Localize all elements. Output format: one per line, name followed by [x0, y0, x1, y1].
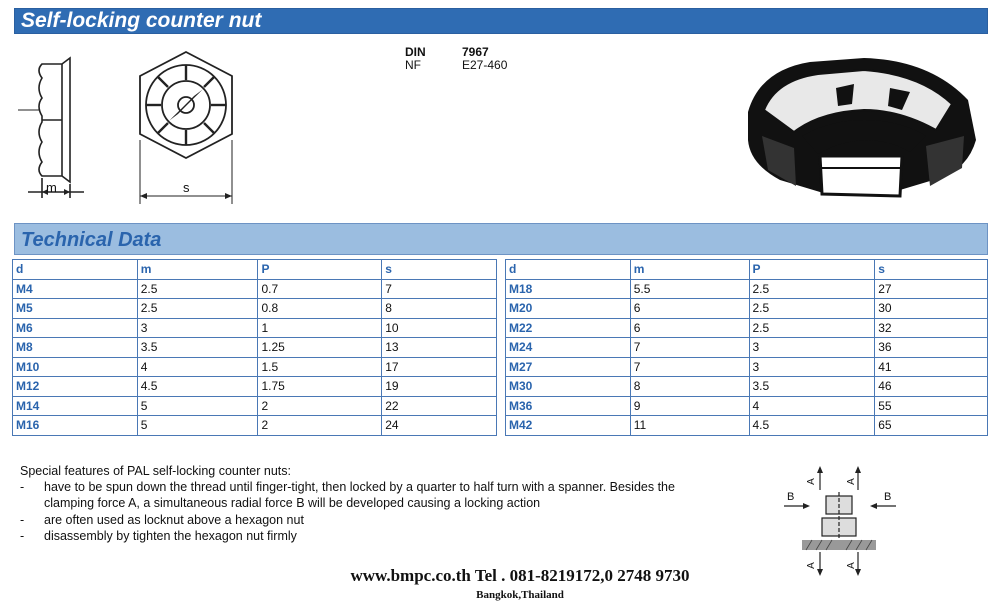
standard-nf: [405, 59, 507, 72]
table-row: [506, 377, 988, 397]
column-header: d: [506, 260, 631, 280]
force-label-a-bottom-right: A: [845, 562, 857, 569]
technical-data-heading: Technical Data: [14, 223, 988, 255]
table-cell: 7: [630, 338, 749, 358]
table-cell: 1: [258, 318, 382, 338]
table-row: [13, 396, 497, 416]
table-cell: 19: [382, 377, 497, 397]
table-cell: M5: [13, 299, 138, 319]
table-cell: 10: [382, 318, 497, 338]
table-row: [13, 357, 497, 377]
table-row: [13, 299, 497, 319]
table-cell: 1.25: [258, 338, 382, 358]
column-header: P: [749, 260, 875, 280]
feature-text: have to be spun down the thread until finger-tight, then locked by a quarter to half turn with a spanner. Besides the: [44, 480, 675, 495]
column-header: P: [258, 260, 382, 280]
table-cell: 24: [382, 416, 497, 436]
table-row: [506, 416, 988, 436]
table-cell: 3.5: [137, 338, 258, 358]
table-cell: 2.5: [137, 279, 258, 299]
table-cell: M42: [506, 416, 631, 436]
table-cell: 2.5: [749, 279, 875, 299]
standard-key: DIN: [405, 45, 426, 59]
bullet-dash: -: [20, 528, 25, 543]
table-row: [13, 279, 497, 299]
table-cell: 2.5: [137, 299, 258, 319]
page-title: Self-locking counter nut: [14, 8, 988, 34]
table-cell: 4: [749, 396, 875, 416]
dimension-label-m: m: [46, 180, 57, 195]
technical-data-table-right: [505, 259, 988, 436]
features-intro: Special features of PAL self-locking counter nuts:: [20, 464, 291, 478]
feature-text: clamping force A, a simultaneous radial force B will be developed causing a locking action: [44, 496, 541, 511]
feature-item-line: [20, 495, 760, 511]
table-header-row: [506, 260, 988, 280]
table-cell: M8: [13, 338, 138, 358]
table-cell: 36: [875, 338, 988, 358]
force-label-b-left: B: [787, 491, 795, 503]
force-label-b-right: B: [884, 491, 892, 503]
bullet-dash: -: [20, 480, 25, 495]
table-cell: 55: [875, 396, 988, 416]
table-cell: M16: [13, 416, 138, 436]
table-cell: 7: [382, 279, 497, 299]
table-cell: 46: [875, 377, 988, 397]
table-cell: M12: [13, 377, 138, 397]
table-row: [506, 357, 988, 377]
column-header: s: [875, 260, 988, 280]
table-cell: 13: [382, 338, 497, 358]
table-cell: M27: [506, 357, 631, 377]
standards-list: [405, 46, 507, 72]
bullet-dash: [20, 495, 44, 511]
bullet-dash: -: [20, 512, 25, 527]
table-cell: 3: [749, 338, 875, 358]
table-row: [506, 318, 988, 338]
table-header-row: [13, 260, 497, 280]
column-header: m: [137, 260, 258, 280]
force-label-a-top-right: A: [845, 478, 857, 485]
table-cell: 5.5: [630, 279, 749, 299]
technical-data-table-left: [12, 259, 497, 436]
table-row: [506, 299, 988, 319]
dimension-label-s: s: [183, 180, 190, 195]
feature-text: are often used as locknut above a hexagon nut: [44, 512, 304, 527]
table-cell: 2: [258, 416, 382, 436]
table-cell: 5: [137, 416, 258, 436]
table-cell: 8: [630, 377, 749, 397]
footer-contact: www.bmpc.co.th Tel . 081-8219172,0 2748 9730: [350, 566, 690, 585]
nut-3d-illustration: [740, 40, 988, 210]
table-row: [506, 338, 988, 358]
table-cell: 17: [382, 357, 497, 377]
standard-value: E27-460: [462, 58, 508, 72]
table-cell: M22: [506, 318, 631, 338]
column-header: s: [382, 260, 497, 280]
feature-item-line: [20, 479, 760, 495]
table-cell: M10: [13, 357, 138, 377]
table-cell: 4: [137, 357, 258, 377]
table-cell: M4: [13, 279, 138, 299]
table-cell: 65: [875, 416, 988, 436]
table-cell: 32: [875, 318, 988, 338]
table-cell: 2.5: [749, 318, 875, 338]
table-cell: 11: [630, 416, 749, 436]
table-cell: 2.5: [749, 299, 875, 319]
force-diagram: [780, 462, 900, 580]
table-cell: 6: [630, 318, 749, 338]
table-cell: 30: [875, 299, 988, 319]
force-label-a-bottom-left: A: [805, 562, 817, 569]
table-cell: 22: [382, 396, 497, 416]
column-header: m: [630, 260, 749, 280]
table-cell: 6: [630, 299, 749, 319]
column-header: d: [13, 260, 138, 280]
table-cell: 8: [382, 299, 497, 319]
force-label-a-top-left: A: [805, 478, 817, 485]
table-cell: M6: [13, 318, 138, 338]
table-row: [13, 377, 497, 397]
table-cell: 27: [875, 279, 988, 299]
table-cell: M24: [506, 338, 631, 358]
table-cell: M20: [506, 299, 631, 319]
table-cell: 0.8: [258, 299, 382, 319]
table-cell: 41: [875, 357, 988, 377]
table-cell: 3: [137, 318, 258, 338]
table-cell: 3: [749, 357, 875, 377]
feature-item-line: [20, 512, 760, 528]
table-cell: M18: [506, 279, 631, 299]
table-cell: 0.7: [258, 279, 382, 299]
table-cell: M30: [506, 377, 631, 397]
table-cell: M14: [13, 396, 138, 416]
table-row: [13, 338, 497, 358]
table-cell: 1.75: [258, 377, 382, 397]
standard-value: 7967: [462, 45, 489, 59]
table-cell: 3.5: [749, 377, 875, 397]
table-cell: 4.5: [749, 416, 875, 436]
table-cell: 7: [630, 357, 749, 377]
feature-text: disassembly by tighten the hexagon nut firmly: [44, 528, 297, 543]
table-cell: 1.5: [258, 357, 382, 377]
table-row: [506, 396, 988, 416]
standard-key: NF: [405, 58, 421, 72]
table-cell: 2: [258, 396, 382, 416]
features-section: [20, 463, 760, 544]
table-row: [506, 279, 988, 299]
table-cell: 9: [630, 396, 749, 416]
table-cell: 4.5: [137, 377, 258, 397]
feature-item-line: [20, 528, 760, 544]
table-row: [13, 318, 497, 338]
table-cell: M36: [506, 396, 631, 416]
table-cell: 5: [137, 396, 258, 416]
footer-location: Bangkok,Thailand: [476, 589, 564, 601]
table-row: [13, 416, 497, 436]
